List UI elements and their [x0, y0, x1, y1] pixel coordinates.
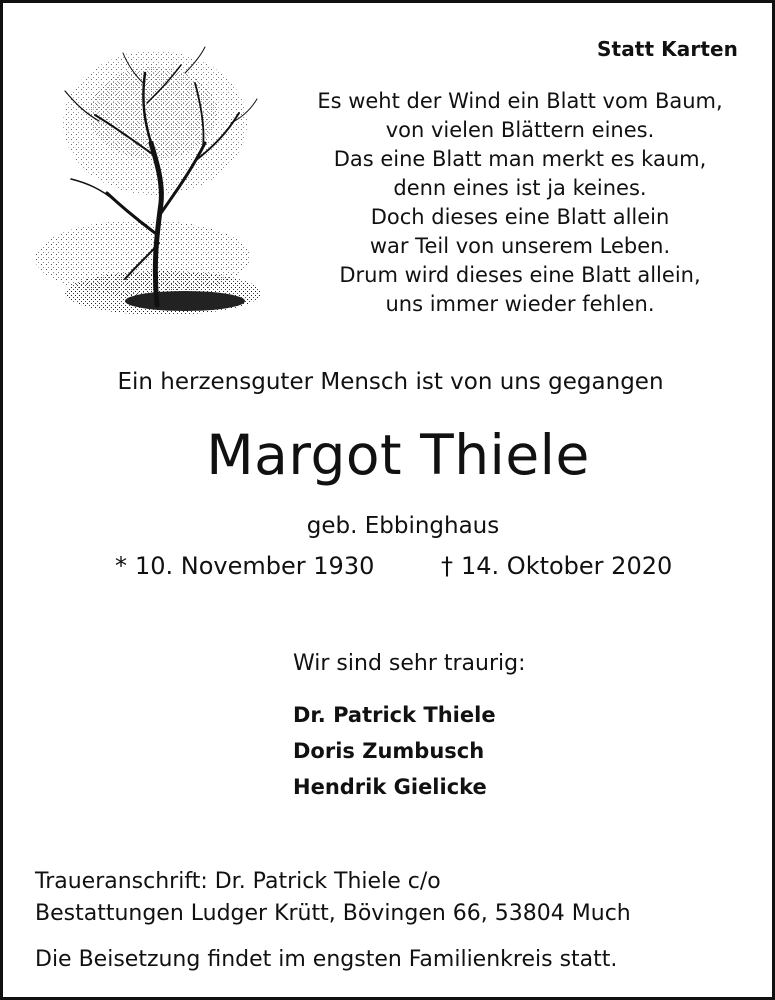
funeral-note: Die Beisetzung findet im engsten Familienkreis statt.	[35, 947, 618, 972]
birth-date: 10. November 1930	[135, 552, 375, 580]
mourner-name: Dr. Patrick Thiele	[293, 703, 496, 727]
mourner-name: Hendrik Gielicke	[293, 775, 487, 799]
tree-illustration	[35, 43, 267, 335]
poem-line: Es weht der Wind ein Blatt vom Baum,	[317, 89, 723, 113]
poem-line: uns immer wieder fehlen.	[385, 292, 655, 316]
poem-line: Das eine Blatt man merkt es kaum,	[333, 147, 707, 171]
birth-date-line	[115, 552, 374, 580]
address-line: Bestattungen Ludger Krütt, Bövingen 66, 53804 Much	[35, 901, 631, 926]
birth-symbol: *	[115, 552, 127, 580]
header-note: Statt Karten	[597, 37, 738, 61]
poem-line: von vielen Blättern eines.	[385, 118, 655, 142]
poem-line: war Teil von unserem Leben.	[369, 234, 671, 258]
deceased-name: Margot Thiele	[206, 423, 590, 487]
mourners-list	[293, 697, 496, 805]
poem-line: Doch dieses eine Blatt allein	[370, 205, 670, 229]
poem-line: denn eines ist ja keines.	[393, 176, 647, 200]
poem	[285, 87, 755, 319]
intro-line: Ein herzensguter Mensch ist von uns gegangen	[117, 369, 664, 395]
condolence-address	[35, 866, 631, 930]
maiden-name: geb. Ebbinghaus	[306, 513, 500, 539]
mourners-intro: Wir sind sehr traurig:	[293, 651, 526, 676]
poem-line: Drum wird dieses eine Blatt allein,	[339, 263, 701, 287]
death-date: 14. Oktober 2020	[461, 552, 673, 580]
address-line: Traueranschrift: Dr. Patrick Thiele c/o	[35, 869, 441, 894]
mourner-name: Doris Zumbusch	[293, 739, 485, 763]
death-symbol: †	[441, 552, 453, 580]
death-date-line	[441, 552, 672, 580]
